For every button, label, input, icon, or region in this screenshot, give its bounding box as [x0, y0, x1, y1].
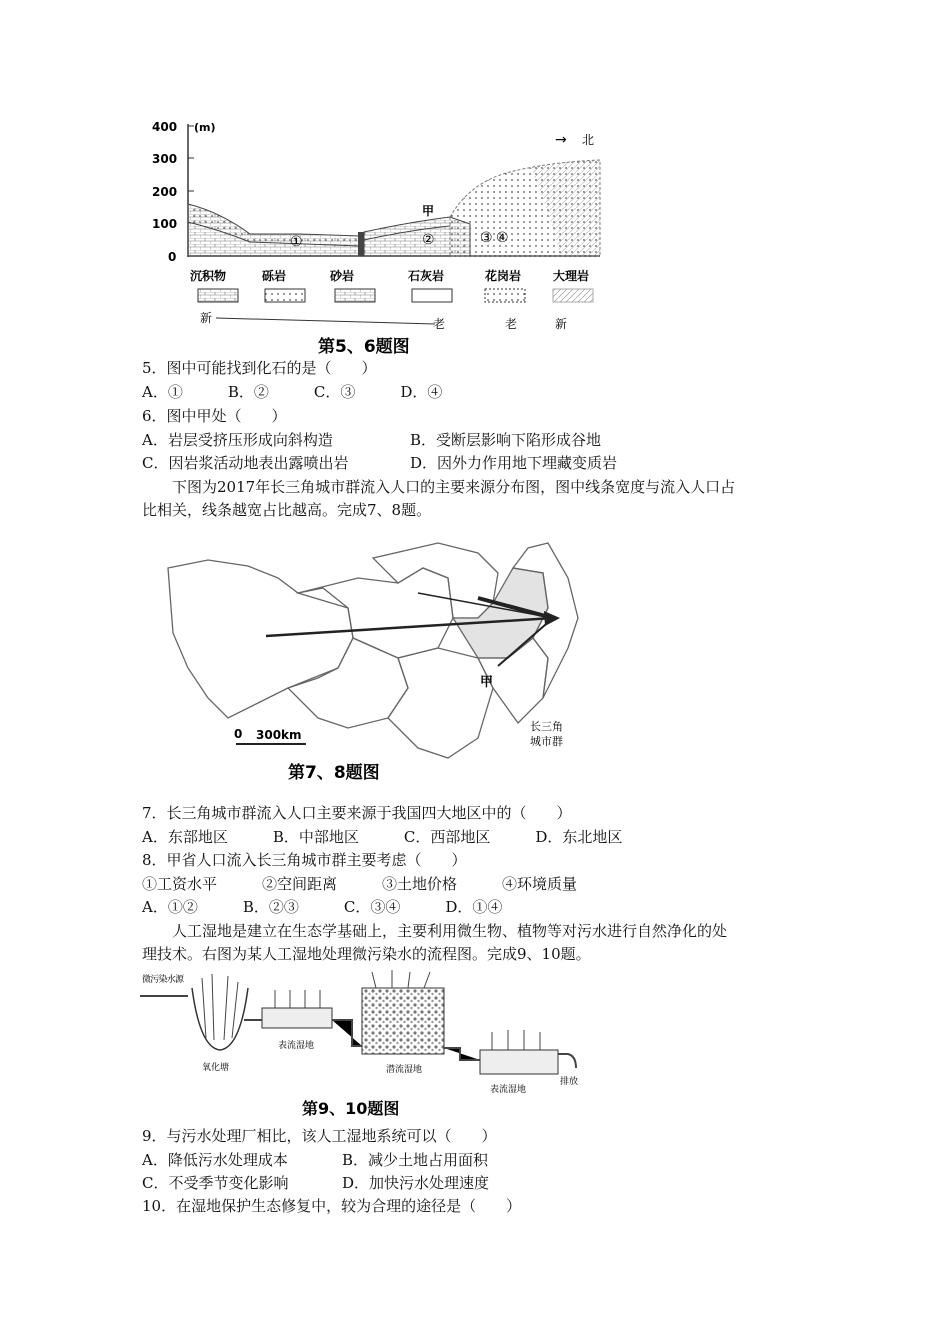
q8-factors: ①工资水平 ②空间距离 ③土地价格 ④环境质量 — [142, 875, 578, 893]
age-new-right: 新 — [555, 317, 568, 331]
q9-option-d: D．加快污水处理速度 — [342, 1174, 490, 1192]
scale-label: 300km — [256, 728, 302, 742]
legend-swatch-sediment — [198, 289, 238, 302]
surface-wetland-2 — [480, 1050, 558, 1074]
oxidation-pond-label: 氧化塘 — [202, 1063, 230, 1073]
y-tick-100: 100 — [152, 217, 178, 231]
intro910-line2: 理技术。右图为某人工湿地处理微污染水的流程图。完成9、10题。 — [142, 945, 591, 963]
q9-option-c: C．不受季节变化影响 — [142, 1174, 289, 1192]
age-old-left: 老 — [433, 317, 446, 331]
q6-option-c: C．因岩浆活动地表出露喷出岩 — [142, 454, 349, 472]
legend-swatch-conglomerate — [265, 289, 305, 302]
q6-stem: 6．图中甲处（ ） — [142, 407, 287, 425]
figure-geologic-section — [150, 112, 610, 357]
jia-label-fig1: 甲 — [422, 204, 435, 218]
q5-stem: 5．图中可能找到化石的是（ ） — [142, 359, 377, 377]
oxidation-pond — [192, 988, 248, 1050]
q9-option-a: A．降低污水处理成本 — [142, 1151, 288, 1169]
figure-wetland-flow — [140, 968, 590, 1120]
q6-option-d: D．因外力作用地下埋藏变质岩 — [410, 454, 618, 472]
intro910-line1: 人工湿地是建立在生态学基础上，主要利用微生物、植物等对污水进行自然净化的处 — [142, 922, 728, 940]
wetland1-plants — [275, 990, 320, 1008]
figure3-caption: 第9、10题图 — [302, 1099, 400, 1118]
age-old-right: 老 — [505, 317, 518, 331]
figure-migration-map — [148, 538, 598, 788]
subsurface-wetland — [362, 988, 444, 1054]
legend-marble: 大理岩 — [553, 269, 590, 283]
mark-3: ③ — [480, 230, 493, 246]
inflow-label: 微污染水源 — [142, 975, 184, 985]
fault-block — [358, 232, 364, 256]
legend-swatch-marble — [553, 289, 593, 302]
q9-stem: 9．与污水处理厂相比，该人工湿地系统可以（ ） — [142, 1127, 497, 1145]
y-unit: (m) — [194, 121, 216, 134]
mark-1: ① — [290, 234, 303, 250]
q9-option-b: B．减少土地占用面积 — [342, 1151, 489, 1169]
figure2-caption: 第7、8题图 — [288, 763, 380, 783]
map-province-sichuan — [168, 560, 353, 718]
layer-left-sediment — [188, 204, 360, 256]
north-arrow: → — [555, 132, 567, 148]
intro78-line1: 下图为2017年长三角城市群流入人口的主要来源分布图，图中线条宽度与流入人口占 — [142, 478, 736, 496]
scale-zero: 0 — [234, 727, 243, 741]
legend-conglomerate: 砾岩 — [262, 269, 287, 283]
flow-arrowhead — [544, 611, 560, 626]
mark-2: ② — [422, 232, 435, 248]
surface-wetland-2-label: 表流湿地 — [490, 1085, 527, 1095]
age-new-left: 新 — [200, 311, 213, 325]
age-arrow — [216, 318, 435, 324]
q10-stem: 10．在湿地保护生态修复中，较为合理的途径是（ ） — [142, 1197, 522, 1215]
discharge-label: 排放 — [560, 1077, 579, 1087]
map-province-hunan — [388, 648, 493, 758]
map-province-chongqing — [298, 568, 453, 658]
subsurface-plants — [372, 970, 430, 988]
jia-label-fig2: 甲 — [480, 675, 494, 690]
q7-stem: 7．长三角城市群流入人口主要来源于我国四大地区中的（ ） — [142, 804, 572, 822]
surface-wetland-1-label: 表流湿地 — [278, 1041, 315, 1051]
intro78-line2: 比相关，线条越宽占比越高。完成7、8题。 — [142, 501, 432, 519]
figure1-caption: 第5、6题图 — [318, 337, 410, 357]
region-label-2: 城市群 — [530, 735, 563, 748]
pond-reeds — [202, 974, 238, 1040]
outflow-pipe — [558, 1054, 576, 1068]
subsurface-wetland-label: 潜流湿地 — [386, 1065, 423, 1075]
legend-swatch-granite — [485, 289, 525, 302]
legend-limestone: 石灰岩 — [408, 269, 445, 283]
q8-options: A．①② B．②③ C．③④ D．①④ — [142, 898, 503, 916]
pipe-2 — [332, 1020, 362, 1046]
y-tick-200: 200 — [152, 185, 178, 199]
legend-sandstone: 砂岩 — [330, 269, 355, 283]
q7-options: A．东部地区 B．中部地区 C．西部地区 D．东北地区 — [142, 828, 623, 846]
q6-option-a: A．岩层受挤压形成向斜构造 — [142, 431, 333, 449]
north-label: 北 — [582, 133, 595, 147]
q6-option-b: B．受断层影响下陷形成谷地 — [410, 431, 602, 449]
pipe-3 — [444, 1048, 480, 1060]
legend-granite: 花岗岩 — [485, 269, 522, 283]
legend-swatch-sandstone — [335, 289, 375, 302]
region-label-1: 长三角 — [530, 720, 563, 733]
legend-swatch-limestone — [412, 289, 452, 302]
q5-options: A．① B．② C．③ D．④ — [142, 383, 443, 401]
map-province-hubei-henan — [373, 543, 498, 618]
y-tick-0: 0 — [168, 250, 177, 264]
q8-stem: 8．甲省人口流入长三角城市群主要考虑（ ） — [142, 851, 467, 869]
surface-wetland-1 — [262, 1008, 332, 1028]
wetland2-plants — [492, 1030, 540, 1050]
legend-sediment: 沉积物 — [190, 269, 227, 283]
mark-4: ④ — [496, 230, 509, 246]
y-tick-300: 300 — [152, 152, 178, 166]
y-tick-400: 400 — [152, 120, 178, 134]
